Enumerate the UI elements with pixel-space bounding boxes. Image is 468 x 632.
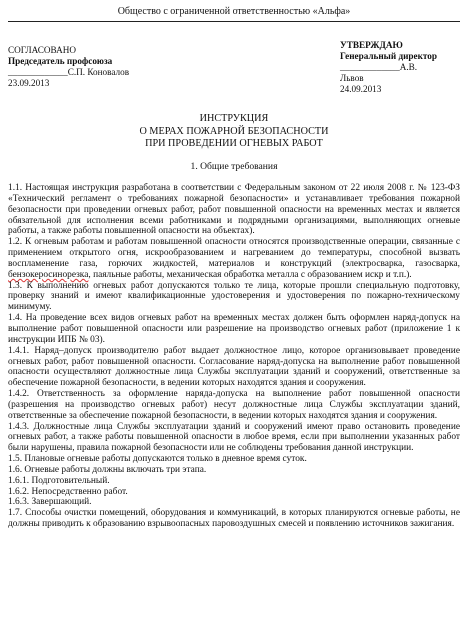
approval-right-date: 24.09.2013 — [340, 84, 382, 94]
paragraph-1-4-2: 1.4.2. Ответственность за оформление наряда-допуска на выполнение работ повышенной опасности (разрешения на производство огневых работ) несут должностные лица Службы эксплуатации зданий, ответственные за обеспечение пожарной безопасности, в ведении которых находятся здания и сооружения. — [8, 389, 460, 421]
paragraph-1-2-text-b: , паяльные работы, механическая обработка металла с образованием искр и т.п.). — [88, 269, 412, 280]
document-title-line2: О МЕРАХ ПОЖАРНОЙ БЕЗОПАСНОСТИ — [139, 125, 329, 137]
paragraph-1-6-2: 1.6.2. Непосредственно работ. — [8, 486, 128, 497]
paragraph-1-4-1: 1.4.1. Наряд–допуск производителю работ выдает должностное лицо, которое организовывает проведение огневых работ, работ повышенной опасности. Согласование наряд-допуска на выполнение работ повышенной опасности осуществляют должностные лица Службы эксплуатации зданий и сооружений, ответственные за обеспечение пожарной безопасности, в ведении которых находятся здания и сооружения. — [8, 345, 460, 389]
paragraph-1-5: 1.5. Плановые огневые работы допускаются только в дневное время суток. — [8, 454, 307, 465]
paragraph-1-6: 1.6. Огневые работы должны включать три этапа. — [8, 464, 207, 475]
approval-right-title: УТВЕРЖДАЮ — [340, 40, 403, 50]
approval-left-title: СОГЛАСОВАНО — [8, 45, 77, 55]
section-heading: 1. Общие требования — [190, 161, 278, 172]
paragraph-1-2 — [8, 237, 460, 280]
misspelled-word: бензокеросинорезка — [8, 269, 89, 280]
approval-right-signature: _____________А.В. — [340, 62, 418, 72]
approval-right-position: Генеральный директор — [340, 51, 437, 61]
company-name: Общество с ограниченной ответственностью «Альфа» — [117, 6, 351, 17]
approval-right-name: Львов — [340, 73, 364, 83]
paragraph-1-4: 1.4. На проведение всех видов огневых работ на временных местах должен быть оформлен наряд-допуск на выполнение работ повышенной опасности или разрешение на производство огневых работ (приложение 1 к инструкции ИПБ № 03). — [8, 313, 460, 345]
header-divider — [8, 21, 460, 22]
paragraph-1-1: 1.1. Настоящая инструкция разработана в соответствии с Федеральным законом от 22 июля 2008 г. № 123-ФЗ «Технический регламент о требованиях пожарной безопасности» и устанавливает требования пожарной безопасности при проведении огневых работ, работ повышенной опасности на временных местах и является обязательной для исполнения всеми работниками и подрядными организациями, выполняющих огневые работы, а также работы повышенной опасности на объектах). — [8, 183, 460, 237]
approval-left-position: Председатель профсоюза — [8, 56, 113, 66]
document-title-line1: ИНСТРУКЦИЯ — [199, 113, 269, 124]
paragraph-1-6-3: 1.6.3. Завершающий. — [8, 497, 92, 508]
paragraph-1-3: 1.3. К выполнению огневых работ допускаются только те лица, которые прошли специальную подготовку, проверку знаний и имеют квалификационные удостоверения и удостоверения по пожарно-техническому минимуму. — [8, 280, 460, 313]
paragraph-1-4-3: 1.4.3. Должностные лица Службы эксплуатации зданий и сооружений имеют право остановить проведение огневых работ, а также работы повышенной опасности в любое время, если при выполнении указанных работ были нарушены, правила пожарной безопасности или не соблюдены требования данной инструкции. — [8, 421, 460, 454]
document-title-line3: ПРИ ПРОВЕДЕНИИ ОГНЕВЫХ РАБОТ — [145, 138, 323, 149]
paragraph-1-6-1: 1.6.1. Подготовительный. — [8, 475, 110, 486]
approval-left-signature: _____________С.П. Коновалов — [8, 67, 130, 77]
paragraph-1-7: 1.7. Способы очистки помещений, оборудования и коммуникаций, в которых планируются огневые работы, не должны приводить к образованию взрывоопасных паровоздушных смесей и появлению источников зажигания. — [8, 508, 460, 530]
approval-left-date: 23.09.2013 — [8, 78, 50, 88]
paragraph-1-2-text-a: 1.2. К огневым работам и работам повышенной опасности относятся производственные операции, связанные с применением открытого огня, искрообразованием и нагреванием до температуры, способной вызвать воспламенение газа, горючих жидкостей, материалов и конструкций (электросварка, газосварка, — [8, 237, 460, 269]
instruction-body — [8, 183, 460, 530]
